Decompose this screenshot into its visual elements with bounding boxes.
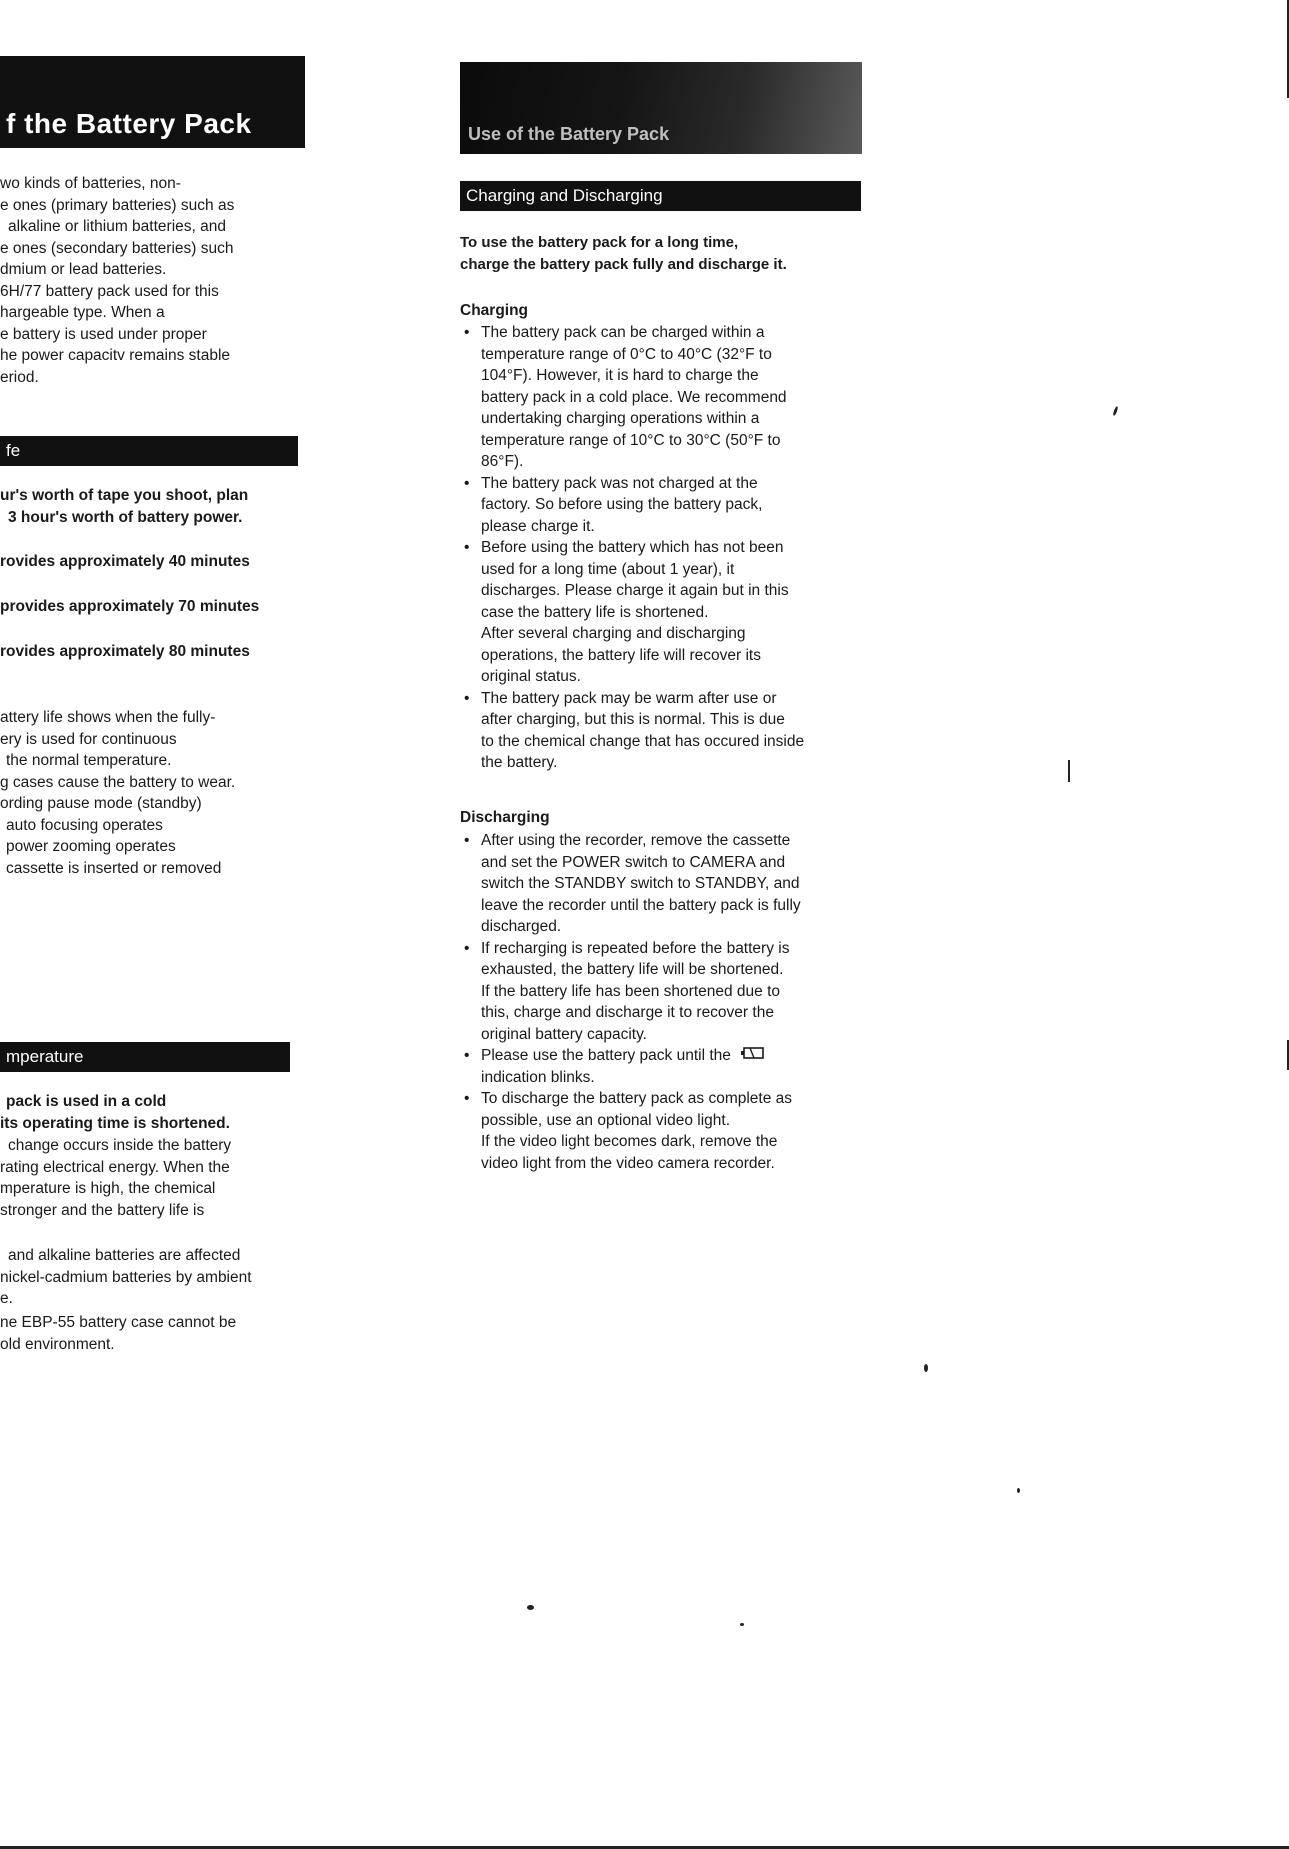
list-item bbox=[460, 1045, 801, 1088]
left-life-item-1: rovides approximately 40 minutes bbox=[0, 553, 250, 570]
scan-speck bbox=[1017, 1488, 1020, 1493]
text-line: ording pause mode (standby) bbox=[0, 795, 202, 812]
scan-speck bbox=[740, 1623, 744, 1626]
text-line: charge the battery pack fully and discharge it. bbox=[460, 255, 787, 273]
text-line: factory. So before using the battery pack, bbox=[481, 496, 763, 513]
list-item bbox=[460, 322, 804, 473]
text-line: exhausted, the battery life will be shortened. bbox=[481, 961, 784, 978]
text-line: If the video light becomes dark, remove the bbox=[481, 1133, 778, 1151]
text-line: ery is used for continuous bbox=[0, 730, 177, 748]
text-line: e battery is used under proper bbox=[0, 325, 207, 343]
text-line: undertaking charging operations within a bbox=[481, 410, 760, 427]
text-line: eriod. bbox=[0, 368, 39, 386]
text-line: alkaline or lithium batteries, and bbox=[8, 218, 226, 235]
text-line: switch the STANDBY switch to STANDBY, and bbox=[481, 875, 800, 892]
charging-list bbox=[460, 322, 804, 774]
text-line: and set the POWER switch to CAMERA and bbox=[481, 853, 786, 871]
text-line: temperature range of 10°C to 30°C (50°F to bbox=[481, 431, 781, 449]
left-life-item-3: rovides approximately 80 minutes bbox=[0, 643, 250, 660]
section-bar-charging-discharging: Charging and Discharging bbox=[460, 181, 861, 211]
list-item bbox=[460, 1088, 801, 1174]
text-line: cassette is inserted or removed bbox=[6, 859, 222, 877]
discharging-heading: Discharging bbox=[460, 809, 550, 826]
text-line: old environment. bbox=[0, 1335, 115, 1353]
text-line: discharges. Please charge it again but in this bbox=[481, 582, 789, 599]
left-temp-text bbox=[0, 1135, 231, 1221]
list-item bbox=[460, 473, 804, 538]
battery-empty-icon bbox=[741, 1045, 765, 1067]
left-life-item-2: provides approximately 70 minutes bbox=[0, 598, 260, 615]
text-line: 104°F). However, it is hard to charge the bbox=[481, 367, 759, 384]
text-line: • If recharging is repeated before the battery is bbox=[481, 939, 790, 957]
text-line: 3 hour's worth of battery power. bbox=[8, 508, 243, 526]
text-line: he power capacitv remains stable bbox=[0, 347, 231, 364]
text-line: power zooming operates bbox=[6, 838, 176, 855]
text-line: auto focusing operates bbox=[6, 816, 163, 834]
left-temperature-bar: mperature bbox=[0, 1042, 290, 1072]
text-line: After several charging and discharging bbox=[481, 625, 746, 642]
text-line: mperature is high, the chemical bbox=[0, 1180, 216, 1197]
text-line: video light from the video camera recorder. bbox=[481, 1154, 775, 1172]
text-line: • The battery pack can be charged within a bbox=[481, 324, 765, 341]
list-item bbox=[460, 938, 801, 1046]
text-line: rating electrical energy. When the bbox=[0, 1158, 230, 1176]
text-line: 6H/77 battery pack used for this bbox=[0, 282, 219, 300]
right-banner-title: Use of the Battery Pack bbox=[468, 124, 670, 144]
list-item bbox=[460, 688, 804, 774]
text-line: original battery capacity. bbox=[481, 1025, 647, 1043]
text-line: its operating time is shortened. bbox=[0, 1114, 230, 1132]
text-line: this, charge and discharge it to recover the bbox=[481, 1004, 774, 1021]
text-line: pack is used in a cold bbox=[6, 1093, 167, 1110]
text-line: the battery. bbox=[481, 754, 558, 771]
text-line: battery pack in a cold place. We recommend bbox=[481, 388, 787, 406]
text-line: e. bbox=[0, 1290, 13, 1307]
right-banner bbox=[460, 62, 862, 154]
left-banner-title: f the Battery Pack bbox=[6, 108, 252, 139]
text-line: indication blinks. bbox=[481, 1068, 595, 1086]
left-intro bbox=[0, 173, 234, 388]
list-item bbox=[460, 537, 804, 688]
discharging-list bbox=[460, 830, 801, 1174]
text-line: original status. bbox=[481, 668, 581, 685]
text-line: the normal temperature. bbox=[6, 752, 172, 769]
text-line: attery life shows when the fully- bbox=[0, 709, 216, 726]
text-span: Please use the battery pack until the bbox=[481, 1047, 731, 1064]
left-life-lead bbox=[0, 485, 248, 528]
scan-speck bbox=[1068, 760, 1070, 782]
text-line: 86°F). bbox=[481, 453, 524, 470]
text-line: dmium or lead batteries. bbox=[0, 261, 167, 278]
text-line: • The battery pack may be warm after use or bbox=[481, 689, 777, 707]
scan-speck bbox=[1112, 406, 1118, 416]
text-line: leave the recorder until the battery pack is fully bbox=[481, 896, 801, 914]
text-line bbox=[481, 1045, 801, 1067]
text-line: used for a long time (about 1 year), it bbox=[481, 560, 735, 578]
text-line: after charging, but this is normal. This is due bbox=[481, 711, 785, 728]
text-line: To use the battery pack for a long time, bbox=[460, 234, 739, 251]
text-line: operations, the battery life will recover its bbox=[481, 646, 761, 664]
lead-text bbox=[460, 232, 787, 275]
charging-heading: Charging bbox=[460, 302, 529, 319]
text-line: If the battery life has been shortened due to bbox=[481, 982, 781, 1000]
left-life-bar: fe bbox=[0, 436, 298, 466]
left-life-notes bbox=[0, 707, 235, 879]
scan-speck bbox=[924, 1364, 928, 1372]
text-line: g cases cause the battery to wear. bbox=[0, 773, 236, 791]
list-item bbox=[460, 830, 801, 938]
left-temp-text-2 bbox=[0, 1245, 252, 1310]
text-line: nickel-cadmium batteries by ambient bbox=[0, 1268, 252, 1286]
text-line: hargeable type. When a bbox=[0, 304, 165, 321]
text-line: • After using the recorder, remove the cassette bbox=[481, 832, 791, 849]
text-line: to the chemical change that has occured inside bbox=[481, 732, 805, 750]
text-line: possible, use an optional video light. bbox=[481, 1111, 731, 1129]
text-line: ne EBP-55 battery case cannot be bbox=[0, 1314, 237, 1331]
text-line: • To discharge the battery pack as complete as bbox=[481, 1090, 793, 1108]
text-line: e ones (primary batteries) such as bbox=[0, 196, 235, 214]
text-line: case the battery life is shortened. bbox=[481, 603, 709, 621]
left-temp-text-3 bbox=[0, 1312, 236, 1355]
left-column bbox=[0, 0, 320, 1849]
left-banner bbox=[0, 56, 305, 148]
text-line: • The battery pack was not charged at the bbox=[481, 474, 758, 492]
scan-speck bbox=[527, 1605, 534, 1610]
text-line: wo kinds of batteries, non- bbox=[0, 175, 181, 192]
text-line: e ones (secondary batteries) such bbox=[0, 239, 234, 257]
text-line: temperature range of 0°C to 40°C (32°F to bbox=[481, 345, 772, 363]
text-line: stronger and the battery life is bbox=[0, 1201, 205, 1219]
left-temp-lead bbox=[0, 1091, 230, 1134]
text-line: • Before using the battery which has not been bbox=[481, 539, 784, 556]
text-line: please charge it. bbox=[481, 517, 595, 535]
text-line: discharged. bbox=[481, 918, 562, 935]
text-line: change occurs inside the battery bbox=[8, 1137, 232, 1154]
text-line: ur's worth of tape you shoot, plan bbox=[0, 487, 249, 504]
text-line: and alkaline batteries are affected bbox=[8, 1247, 241, 1264]
